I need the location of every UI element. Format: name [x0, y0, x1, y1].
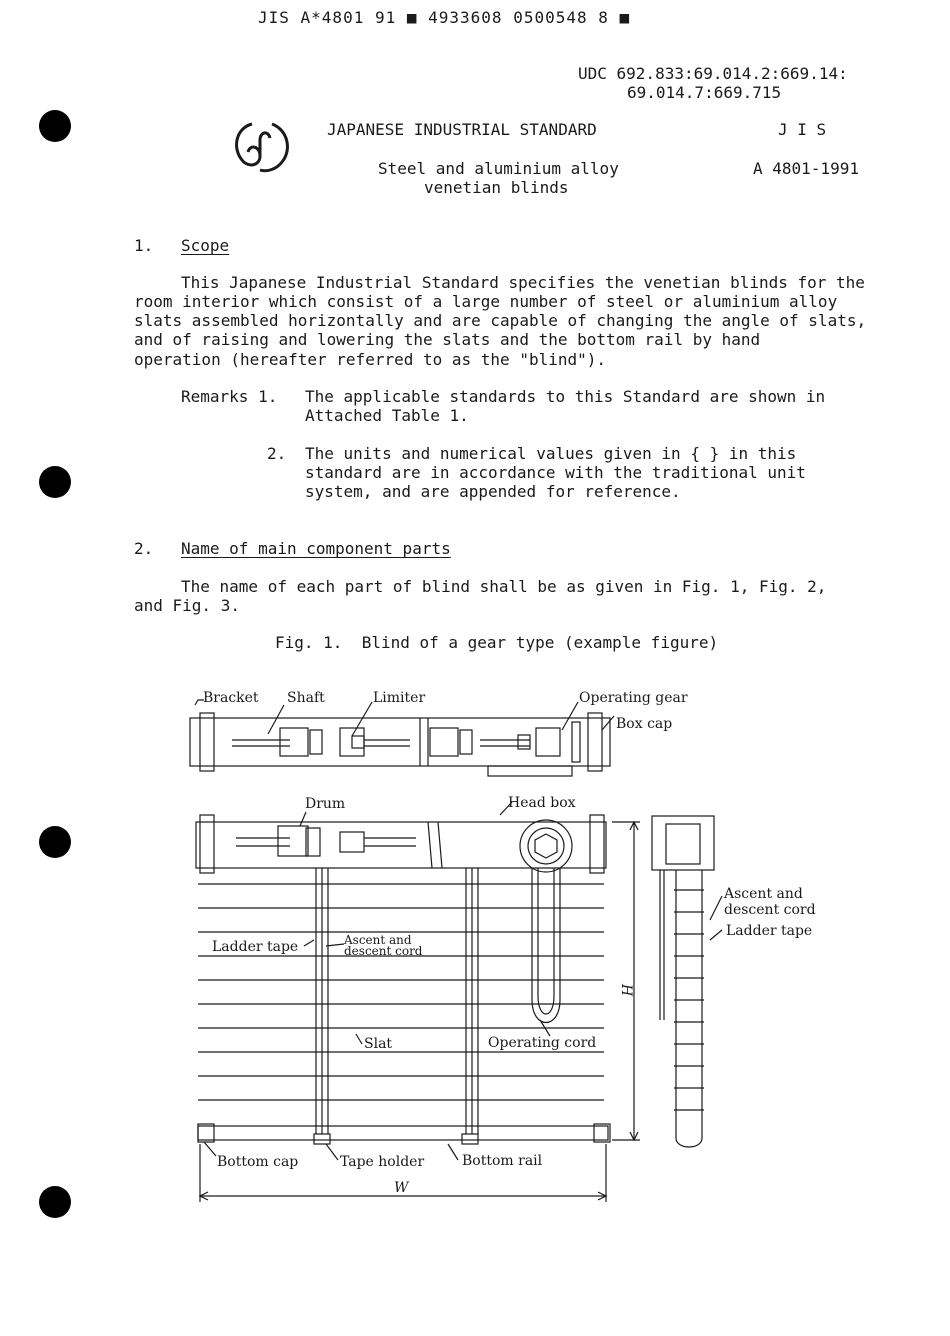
- label-tape-holder: Tape holder: [340, 1154, 425, 1170]
- binder-hole: [39, 466, 71, 498]
- label-ladder-tape: Ladder tape: [212, 939, 299, 955]
- label-operating-gear: Operating gear: [579, 690, 688, 706]
- blind-figure: [0, 680, 950, 1220]
- label-bottom-rail: Bottom rail: [462, 1153, 543, 1169]
- label-side-ascent-line-1: Ascent and: [724, 886, 803, 902]
- remark-2-number: 2.: [267, 444, 287, 463]
- label-box-cap: Box cap: [616, 716, 673, 732]
- label-ascent-line-1: Ascent and: [344, 933, 412, 947]
- section-2-heading: Name of main component parts: [181, 539, 451, 558]
- remark-2-line-3: system, and are appended for reference.: [305, 482, 681, 501]
- section-1-heading: Scope: [181, 236, 230, 255]
- udc-line-1: UDC 692.833:69.014.2:669.14:: [578, 64, 848, 83]
- standard-name: JAPANESE INDUSTRIAL STANDARD: [327, 120, 597, 139]
- standard-title-line-1: Steel and aluminium alloy: [378, 159, 619, 178]
- remark-2-line-1: The units and numerical values given in { } in this: [305, 444, 797, 463]
- label-bracket: Bracket: [203, 690, 259, 706]
- head-box-top-view: [190, 718, 610, 766]
- label-side-ladder-tape: Ladder tape: [726, 923, 813, 939]
- label-drum: Drum: [305, 796, 346, 812]
- label-slat: Slat: [364, 1036, 393, 1052]
- jis-logo: [230, 118, 294, 178]
- header-code: JIS A*4801 91 ■ 4933608 0500548 8 ■: [258, 8, 631, 27]
- figure-caption: Fig. 1. Blind of a gear type (example figure): [275, 633, 719, 652]
- remark-2-line-2: standard are in accordance with the traditional unit: [305, 463, 806, 482]
- label-limiter: Limiter: [373, 690, 426, 706]
- scope-line-3: slats assembled horizontally and are capable of changing the angle of slats,: [134, 311, 867, 330]
- section-2-line-1: The name of each part of blind shall be as given in Fig. 1, Fig. 2,: [181, 577, 827, 596]
- section-2-line-2: and Fig. 3.: [134, 596, 240, 615]
- scope-line-4: and of raising and lowering the slats and the bottom rail by hand: [134, 330, 761, 349]
- label-head-box: Head box: [508, 795, 576, 811]
- label-shaft: Shaft: [287, 690, 325, 706]
- section-2-number: 2.: [134, 539, 154, 558]
- remarks-label: Remarks 1.: [181, 387, 278, 406]
- label-operating-cord: Operating cord: [488, 1035, 597, 1051]
- remark-1-line-2: Attached Table 1.: [305, 406, 469, 425]
- bottom-rail: [198, 1126, 608, 1140]
- scope-line-1: This Japanese Industrial Standard specifies the venetian blinds for the: [181, 273, 865, 292]
- jis-mark: J I S: [778, 120, 827, 139]
- label-dimension-h: H: [618, 984, 634, 997]
- scope-line-5: operation (hereafter referred to as the "blind").: [134, 350, 607, 369]
- label-ascent-line-2: descent cord: [344, 944, 423, 958]
- remark-1-line-1: The applicable standards to this Standard are shown in: [305, 387, 826, 406]
- udc-line-2: 69.014.7:669.715: [627, 83, 782, 102]
- binder-hole: [39, 110, 71, 142]
- slats: [198, 884, 604, 1100]
- scope-line-2: room interior which consist of a large number of steel or aluminium alloy: [134, 292, 838, 311]
- label-dimension-w: W: [394, 1180, 409, 1196]
- standard-title-line-2: venetian blinds: [424, 178, 569, 197]
- standard-number: A 4801-1991: [753, 159, 859, 178]
- head-box-front-view: [196, 822, 606, 868]
- section-1-number: 1.: [134, 236, 154, 255]
- label-side-ascent-line-2: descent cord: [724, 902, 816, 918]
- label-bottom-cap: Bottom cap: [217, 1154, 299, 1170]
